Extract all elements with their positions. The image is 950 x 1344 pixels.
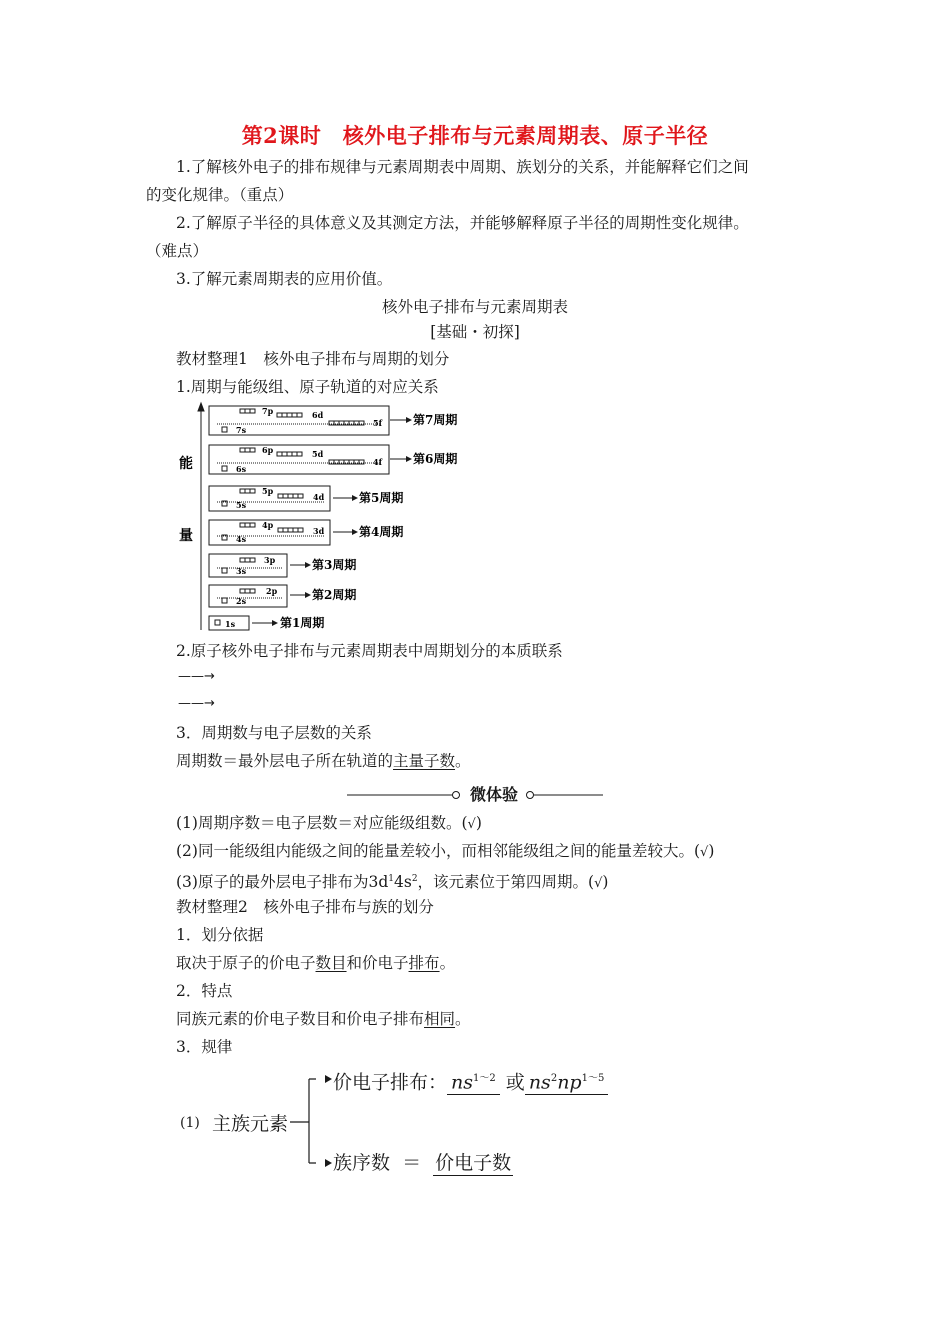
orbital-5p: 5p: [262, 486, 274, 496]
energy-axis-arrowhead-icon: [198, 403, 204, 411]
page-title: 第2课时 核外电子排布与元素周期表、原子半径: [241, 123, 709, 148]
orbital-6d: 6d: [312, 410, 324, 420]
circle-ornament-icon: [453, 792, 460, 799]
orbital-7s: 7s: [236, 425, 247, 435]
period-rule: 周期数＝最外层电子所在轨道的主量子数。: [176, 752, 471, 770]
orbital-3p: 3p: [264, 555, 276, 565]
period-7-label: 第7周期: [413, 413, 458, 427]
period-5-label: 第5周期: [359, 491, 404, 505]
circle-ornament-icon: [527, 792, 534, 799]
main-group-rule-diagram: [176, 1065, 616, 1180]
goal-2-line2: （难点）: [146, 242, 209, 260]
orbital-2s: 2s: [236, 596, 247, 606]
period-1-box: [209, 616, 249, 630]
item-2: 2.原子核外电子排布与元素周期表中周期划分的本质联系: [176, 642, 563, 660]
check-icon: √: [467, 817, 476, 832]
answer-principal-quantum-number: 主量子数: [393, 752, 456, 770]
arrow-icon: [305, 592, 311, 598]
question-3: (3)原子的最外层电子排布为$3d^14s^2$，该元素位于第四周期。(√): [176, 873, 609, 892]
material-1-heading: 教材整理1 核外电子排布与周期的划分: [176, 350, 450, 368]
main-group-label: 主族元素: [212, 1113, 289, 1135]
item-1: 1.周期与能级组、原子轨道的对应关系: [176, 378, 439, 396]
arrow-line-2: ——→: [178, 696, 215, 711]
period-7-box: [209, 406, 389, 435]
answer-same: 相同: [424, 1010, 456, 1028]
heading-rules: 3．规律: [176, 1038, 233, 1056]
period-2-label: 第2周期: [312, 588, 357, 602]
period-4-label: 第4周期: [359, 525, 404, 539]
orbital-4p: 4p: [262, 520, 274, 530]
period-3-label: 第3周期: [312, 558, 357, 572]
arrow-icon: [352, 529, 358, 535]
orbital-6p: 6p: [262, 445, 274, 455]
rule-number: (1): [180, 1115, 200, 1131]
check-icon: √: [594, 876, 603, 892]
item-3: 3．周期数与电子层数的关系: [176, 724, 372, 742]
valence-configuration: 价电子排布： $ns^{1\sim 2}$ 或 $ns^2np^{1\sim 5}$: [333, 1067, 608, 1095]
orbital-6s: 6s: [236, 464, 247, 474]
heading-basis: 1．划分依据: [176, 926, 264, 944]
answer-config-2: $ns^2np^{1\sim 5}$: [525, 1067, 609, 1095]
question-1: (1)周期序数＝电子层数＝对应能级组数。(√): [176, 814, 482, 832]
micro-experience-banner: [347, 785, 603, 805]
section-subheading: [基础・初探]: [430, 323, 520, 341]
arrow-icon: [406, 417, 412, 423]
branch-arrow-icon: [325, 1159, 332, 1167]
orbital-7p: 7p: [262, 406, 274, 416]
check-icon: √: [700, 845, 709, 860]
banner-title: 微体验: [469, 785, 518, 804]
basis-text: 取决于原子的价电子数目和价电子排布。: [176, 954, 456, 972]
section-heading: 核外电子排布与元素周期表: [381, 298, 568, 316]
answer-number: 数目: [315, 954, 347, 972]
arrow-icon: [305, 562, 311, 568]
material-2-heading: 教材整理2 核外电子排布与族的划分: [176, 898, 434, 916]
orbital-1s: 1s: [225, 619, 236, 629]
arrow-icon: [406, 456, 412, 462]
orbital-5d: 5d: [312, 449, 324, 459]
orbital-5s: 5s: [236, 500, 247, 510]
orbital-3s: 3s: [236, 566, 247, 576]
answer-arrangement: 排布: [408, 954, 440, 972]
goal-1-line2: 的变化规律。（重点）: [146, 186, 294, 204]
period-6-box: [209, 445, 389, 474]
energy-level-diagram: [170, 400, 470, 635]
heading-feature: 2．特点: [176, 982, 233, 1000]
goal-3: 3.了解元素周期表的应用价值。: [176, 270, 393, 288]
arrow-icon: [272, 620, 278, 626]
period-1-label: 第1周期: [280, 616, 325, 630]
axis-label-bottom: 量: [179, 528, 193, 544]
period-5-box: [209, 486, 330, 511]
period-2-box: [209, 585, 287, 607]
period-6-label: 第6周期: [413, 452, 458, 466]
axis-label-top: 能: [179, 456, 193, 472]
period-3-box: [209, 554, 287, 577]
arrow-line-1: ——→: [178, 669, 215, 684]
orbital-2p: 2p: [266, 586, 278, 596]
answer-config-1: $ns^{1\sim 2}$: [447, 1067, 500, 1095]
goal-2-line1: 2.了解原子半径的具体意义及其测定方法，并能够解释原子半径的周期性变化规律。: [176, 214, 749, 232]
answer-valence-electrons: 价电子数: [435, 1152, 512, 1174]
orbital-3d: 3d: [313, 526, 325, 536]
orbital-4f: 4f: [373, 457, 383, 467]
orbital-4s: 4s: [236, 534, 247, 544]
group-number-rule: 族序数 ＝ 价电子数: [333, 1152, 512, 1174]
branch-arrow-icon: [325, 1075, 332, 1083]
arrow-icon: [352, 495, 358, 501]
feature-text: 同族元素的价电子数目和价电子排布相同。: [176, 1010, 471, 1028]
goal-1-line1: 1.了解核外电子的排布规律与元素周期表中周期、族划分的关系，并能解释它们之间: [176, 158, 749, 176]
question-2: (2)同一能级组内能级之间的能量差较小，而相邻能级组之间的能量差较大。(√): [176, 842, 715, 860]
period-4-box: [209, 520, 330, 545]
orbital-5f: 5f: [373, 418, 383, 428]
orbital-4d: 4d: [313, 492, 325, 502]
